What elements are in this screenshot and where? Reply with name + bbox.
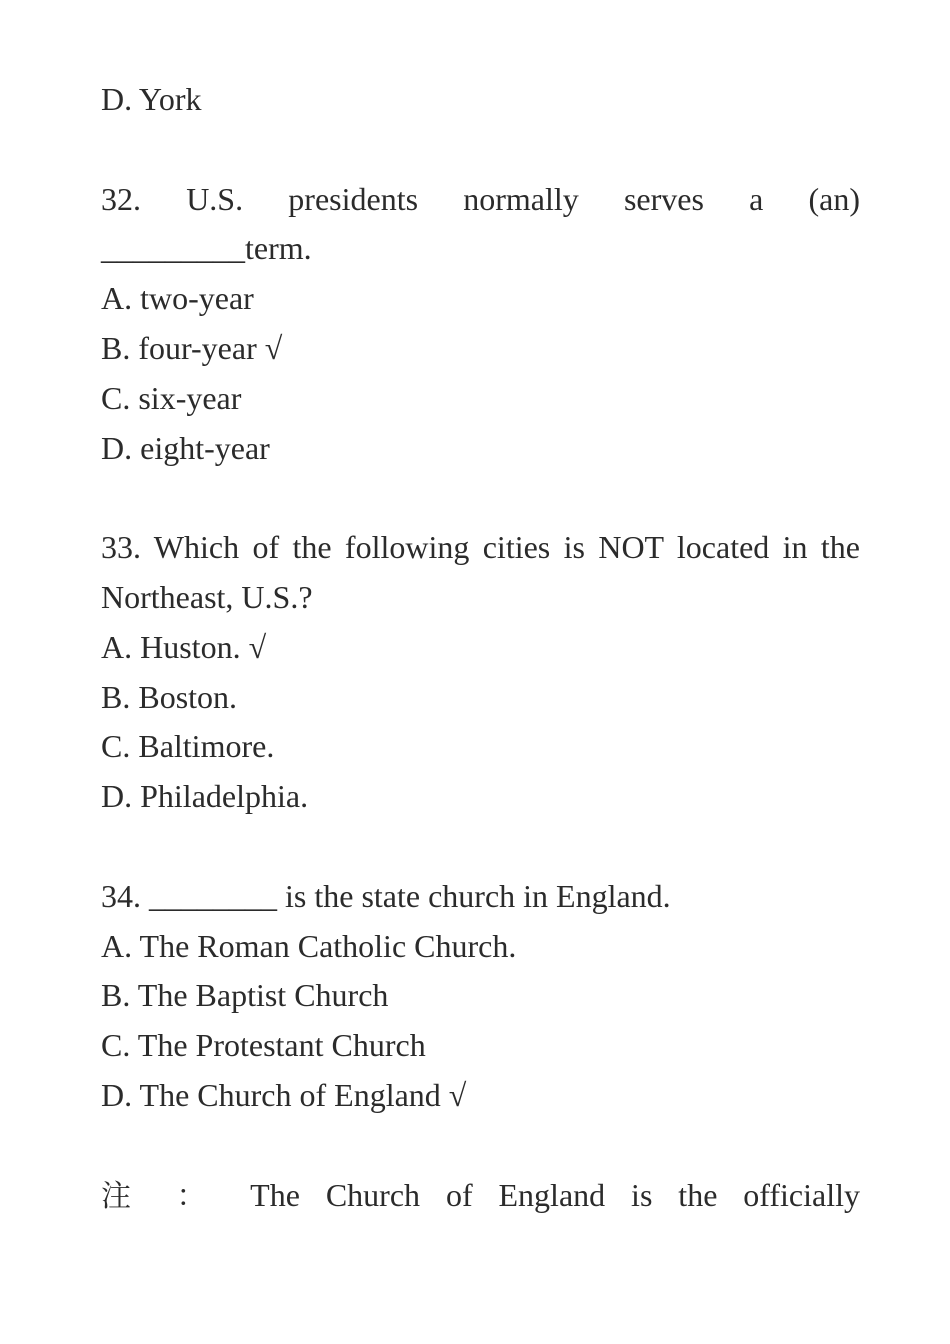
q32-option-c: C. six-year [101, 379, 242, 416]
q32-option-b: B. four-year √ [101, 329, 283, 366]
spacer [101, 1121, 860, 1171]
spacer [101, 473, 860, 523]
q34-stem: 34. ________ is the state church in England. [101, 877, 671, 914]
question-32 [101, 175, 860, 474]
question-34 [101, 872, 860, 1121]
q33-option-d: D. Philadelphia. [101, 778, 309, 815]
q34-option-a: A. The Roman Catholic Church. [101, 927, 517, 964]
q34-option-d: D. The Church of England √ [101, 1076, 467, 1113]
q34-option-b: B. The Baptist Church [101, 977, 389, 1014]
q31-option-d: D. York [101, 81, 202, 117]
note-paragraph [101, 1171, 860, 1222]
q34-option-c: C. The Protestant Church [101, 1027, 426, 1064]
q33-option-b: B. Boston. [101, 678, 238, 715]
spacer [101, 822, 860, 872]
q33-option-c: C. Baltimore. [101, 728, 275, 765]
q32-stem-line2: _________term. [101, 230, 312, 267]
q32-option-a: A. two-year [101, 280, 254, 317]
q32-option-d: D. eight-year [101, 429, 270, 466]
document-page [101, 75, 860, 1221]
spacer [101, 125, 860, 175]
q32-stem-line1: 32. U.S. presidents normally serves a (an) [101, 180, 860, 217]
note-text: The Church of England is the officially [250, 1176, 860, 1213]
q33-option-a: A. Huston. √ [101, 628, 267, 665]
q33-stem: 33. Which of the following cities is NOT located in the Northeast, U.S.? [101, 529, 860, 615]
question-33 [101, 523, 860, 822]
note-label: 注 ： [101, 1178, 225, 1214]
